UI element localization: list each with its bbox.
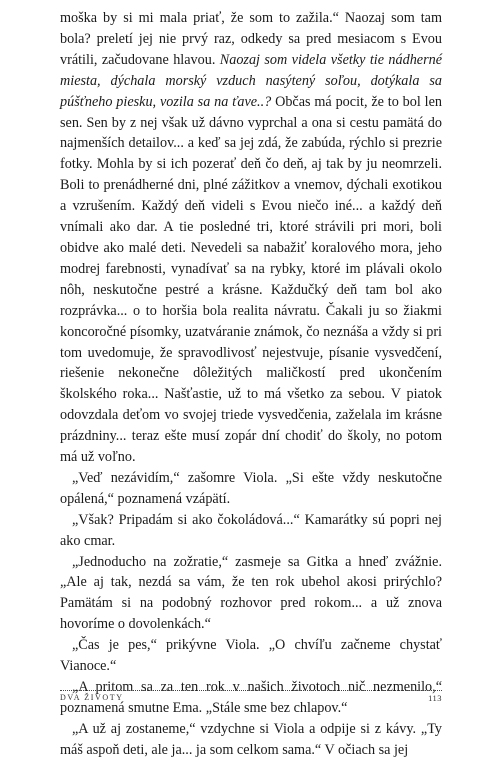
italic-text: Naozaj som videla všetky tie nádherné miesta, dýchala morský vzduch nasýtený soľou, dotýkala sa púšťneho piesku, vozila sa na ťave..?: [60, 51, 442, 110]
text-run: „A už aj zostaneme,“ vzdychne si Viola a odpije si z kávy. „Ty máš aspoň deti, ale ja... ja som celkom sama.“ V očiach sa jej: [60, 720, 442, 758]
book-title: DVA ŽIVOTY: [60, 693, 124, 702]
text-run: „Jednoducho na zožratie,“ zasmeje sa Gitka a hneď zvážnie. „Ale aj tak, nezdá sa vám, že ten rok ubehol akosi prirýchlo? Pamätám si na podobný rozhovor pred rokom... a už znova hovoríme o dovolenkách.“: [60, 553, 442, 633]
text-run: moška by si mi mala priať, že som to zažila.“ Naozaj som tam bola? preletí jej nie prvý raz, odkedy sa pred mesiacom s Evou vrátili, začudovane hlavou.: [60, 10, 442, 68]
paragraph: [60, 510, 442, 552]
running-footer: [60, 690, 442, 703]
paragraph: [60, 8, 442, 468]
text-run: „Veď nezávidím,“ zašomre Viola. „Si ešte vždy neskutočne opálená,“ poznamená vzápätí.: [60, 469, 442, 507]
paragraph: [60, 552, 442, 636]
body-text: [60, 8, 442, 761]
text-run: „Čas je pes,“ prikývne Viola. „O chvíľu začneme chystať Vianoce.“: [60, 637, 442, 675]
text-run: „A pritom sa za ten rok v našich životoch nič nezmenilo,“ poznamená smutne Ema. „Stále sme bez chlapov.“: [60, 679, 442, 716]
paragraph: [60, 468, 442, 510]
paragraph: [60, 635, 442, 677]
text-run: Občas má pocit, že to bol len sen. Sen by z nej však už dávno vyprchal a ona si cestu pamätá do najmenších detailov... a keď sa jej zdá, že zabúda, rýchlo si prezrie fotky. Mohla by si ich pozerať deň čo deň, aj tak by ju neomrzeli. Boli to prenádherné dni, plné zážitkov a vnemov, dýchali exotikou a vzrušením. Každý deň videli s Evou niečo iné... a každý deň vnímali ako dar. A tie posledné tri, ktoré strávili pri mori, boli obidve ako malé deti. Nevedeli sa nabažiť koralového mora, jeho modrej farebnosti, vynadívať sa na rybky, ktoré im plávali okolo nôh, neskutočne pestré a krásne. Každučký deň tam bol ako rozprávka... o to horšia bola realita návratu. Čakali ju so žiakmi koncoročné písomky, uzatváranie známok, čo neznáša a vždy si pri tom uvedomuje, že spravodlivosť nejestvuje, písanie vysvedčení, riešenie nekonečne dôležitých maličkostí pred ukončením školského roka... Našťastie, už to má všetko za sebou. V piatok odovzdala deťom vo svojej triede vysvedčenia, zaželala im krásne prázdniny... teraz ešte musí zopár dní chodiť do školy, no potom má už voľno.: [60, 93, 442, 466]
text-run: „Však? Pripadám si ako čokoládová...“ Kamarátky sú popri nej ako cmar.: [60, 511, 442, 549]
paragraph: [60, 719, 442, 761]
page-number: 113: [428, 693, 442, 703]
